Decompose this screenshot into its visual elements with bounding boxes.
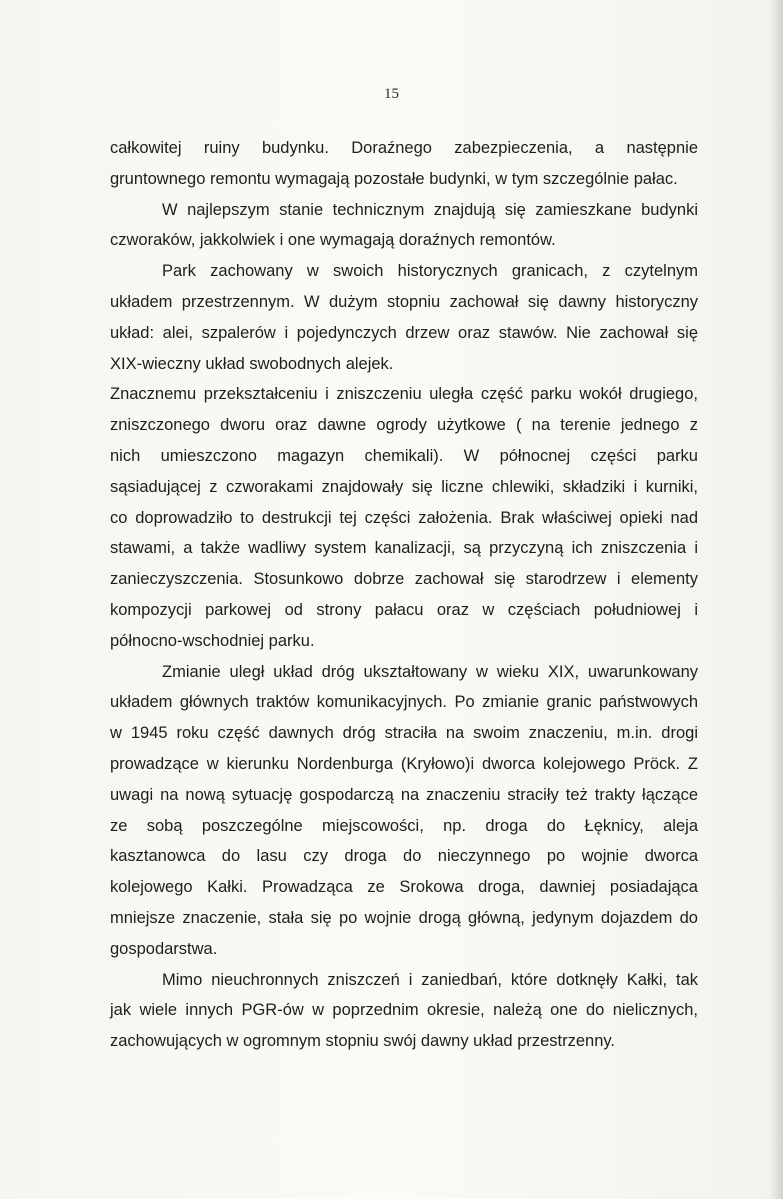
text-line: gospodarstwa.: [110, 939, 218, 958]
text-line: kolejowego Kałki. Prowadząca ze Srokowa droga, dawniej posiadająca: [110, 878, 698, 897]
text-line: Mimo nieuchronnych zniszczeń i zaniedbań, które dotknęły Kałki, tak: [162, 970, 698, 989]
paragraph: [110, 133, 698, 195]
body-text: [110, 133, 698, 1057]
text-line: zniszczonego dworu oraz dawne ogrody użytkowe ( na terenie jednego z: [110, 416, 698, 435]
text-line: układ: alei, szpalerów i pojedynczych drzew oraz stawów. Nie zachował się: [110, 323, 698, 342]
text-line: ze sobą poszczególne miejscowości, np. droga do Łęknicy, aleja: [110, 816, 698, 835]
text-line: zachowujących w ogromnym stopniu swój dawny układ przestrzenny.: [110, 1032, 616, 1051]
text-line: Zmianie uległ układ dróg ukształtowany w wieku XIX, uwarunkowany: [162, 662, 698, 681]
page-edge-shadow: [769, 0, 783, 1199]
page-number: 15: [384, 86, 399, 102]
text-line: czworaków, jakkolwiek i one wymagają doraźnych remontów.: [110, 231, 556, 250]
text-line: uwagi na nową sytuację gospodarczą na znaczeniu straciły też trakty łączące: [110, 785, 698, 804]
text-line: nich umieszczono magazyn chemikali). W północnej części parku: [110, 446, 698, 465]
text-line: co doprowadziło to destrukcji tej części założenia. Brak właściwej opieki nad: [110, 508, 698, 527]
text-line: w 1945 roku część dawnych dróg straciła na swoim znaczeniu, m.in. drogi: [110, 724, 698, 743]
paragraph: [110, 965, 698, 1057]
text-line: Park zachowany w swoich historycznych granicach, z czytelnym: [162, 262, 698, 281]
text-line: północno-wschodniej parku.: [110, 631, 315, 650]
paragraph: [110, 379, 698, 656]
text-line: kasztanowca do lasu czy droga do nieczynnego po wojnie dworca: [110, 847, 698, 866]
text-line: układem głównych traktów komunikacyjnych. Po zmianie granic państwowych: [110, 693, 698, 712]
text-line: kompozycji parkowej od strony pałacu oraz w częściach południowej i: [110, 600, 698, 619]
text-line: układem przestrzennym. W dużym stopniu zachował się dawny historyczny: [110, 292, 698, 311]
text-line: W najlepszym stanie technicznym znajdują się zamieszkane budynki: [162, 200, 698, 219]
text-line: mniejsze znaczenie, stała się po wojnie drogą główną, jedynym dojazdem do: [110, 908, 698, 927]
text-line: sąsiadującej z czworakami znajdowały się liczne chlewiki, składziki i kurniki,: [110, 477, 698, 496]
text-line: Znacznemu przekształceniu i zniszczeniu uległa część parku wokół drugiego,: [110, 385, 698, 404]
paragraph: [110, 657, 698, 965]
text-line: jak wiele innych PGR-ów w poprzednim okresie, należą one do nielicznych,: [110, 1001, 698, 1020]
text-line: całkowitej ruiny budynku. Doraźnego zabezpieczenia, a następnie: [110, 139, 698, 157]
text-line: zanieczyszczenia. Stosunkowo dobrze zachował się starodrzew i elementy: [110, 570, 698, 589]
paragraph: [110, 256, 698, 379]
text-line: XIX-wieczny układ swobodnych alejek.: [110, 354, 394, 373]
text-line: stawami, a także wadliwy system kanalizacji, są przyczyną ich zniszczenia i: [110, 539, 698, 558]
paragraph: [110, 195, 698, 257]
text-line: gruntownego remontu wymagają pozostałe budynki, w tym szczególnie pałac.: [110, 169, 678, 188]
text-line: prowadzące w kierunku Nordenburga (Kryłowo)i dworca kolejowego Pröck. Z: [110, 754, 698, 773]
